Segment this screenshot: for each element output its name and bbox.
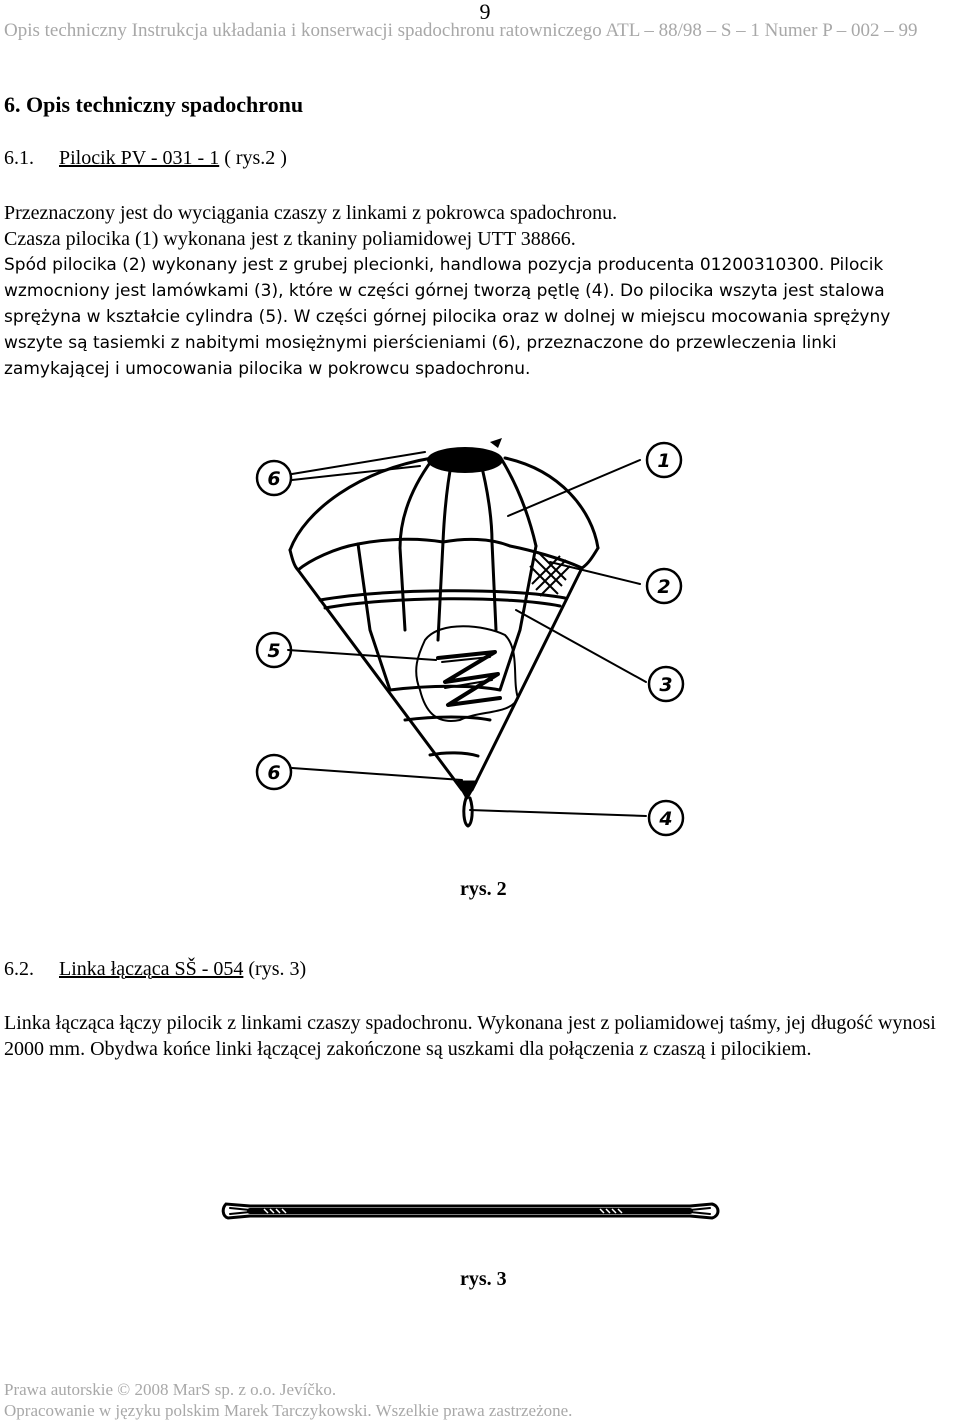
subsection-number: 6.1. [4, 147, 34, 169]
subsection-number: 6.2. [4, 958, 34, 980]
paragraph-line: wzmocniony jest lamówkami (3), które w części górnej tworzą pętlę (4). Do pilocika wszyta jest stalowa [4, 281, 885, 301]
callout-label: 6 [267, 468, 281, 490]
paragraph-line: sprężyna w kształcie cylindra (5). W części górnej pilocika oraz w dolnej w miejscu mocowania sprężyny [4, 307, 891, 327]
callout-label: 3 [659, 674, 673, 696]
paragraph-line: Spód pilocika (2) wykonany jest z grubej plecionki, handlowa pozycja producenta 01200310300. Pilocik [4, 255, 884, 275]
callout-label: 6 [267, 762, 281, 784]
section-title: 6. Opis techniczny spadochronu [4, 92, 304, 117]
figure-caption-2: rys. 2 [460, 878, 507, 900]
figure-caption-3: rys. 3 [460, 1268, 507, 1290]
paragraph-line: wszyte są tasiemki z nabitymi mosiężnymi pierścieniami (6), przeznaczone do przewleczenia linki [4, 333, 837, 353]
callout-label: 2 [657, 576, 671, 598]
subsection-title: Pilocik PV - 031 - 1 [59, 147, 220, 169]
subsection-ref: ( rys.2 ) [219, 147, 287, 169]
subsection-heading-6-2 [4, 957, 306, 981]
callout-label: 4 [659, 808, 673, 830]
mesh-hatch-icon [530, 552, 570, 596]
footer-translation-credit: Opracowanie w języku polskim Marek Tarczykowski. Wszelkie prawa zastrzeżone. [4, 1401, 573, 1420]
page-number: 9 [479, 0, 491, 24]
paragraph-line: Przeznaczony jest do wyciągania czaszy z linkami z pokrowca spadochronu. [4, 202, 618, 224]
footer-copyright: Prawa autorskie © 2008 MarS sp. z o.o. Jevíčko. [4, 1380, 337, 1399]
paragraph-line: zamykającej i umocowania pilocika w pokrowcu spadochronu. [4, 359, 531, 379]
paragraph-bridle-description: Linka łącząca łączy pilocik z linkami czaszy spadochronu. Wykonana jest z poliamidowej taśmy, jej długość wynosi 2000 mm. Obydwa końce linki łączącej zakończone są uszkami dla połączenia z czaszą i pilocikiem. [4, 1012, 936, 1060]
callout-label: 1 [657, 450, 671, 472]
running-header: Opis techniczny Instrukcja układania i konserwacji spadochronu ratowniczego ATL – 88/98 – S – 1 Numer P – 002 – 99 [4, 20, 918, 41]
pilot-chute-drawing [240, 430, 700, 840]
paragraph-line: Czasza pilocika (1) wykonana jest z tkaniny poliamidowej UTT 38866. [4, 228, 576, 250]
bridle-line-drawing [220, 1190, 730, 1230]
subsection-heading-6-1 [4, 146, 287, 170]
subsection-ref: (rys. 3) [243, 958, 307, 980]
paragraph-pilot-chute-description [4, 200, 958, 382]
subsection-title: Linka łącząca SŠ - 054 [59, 958, 244, 980]
callout-label: 5 [267, 640, 281, 662]
